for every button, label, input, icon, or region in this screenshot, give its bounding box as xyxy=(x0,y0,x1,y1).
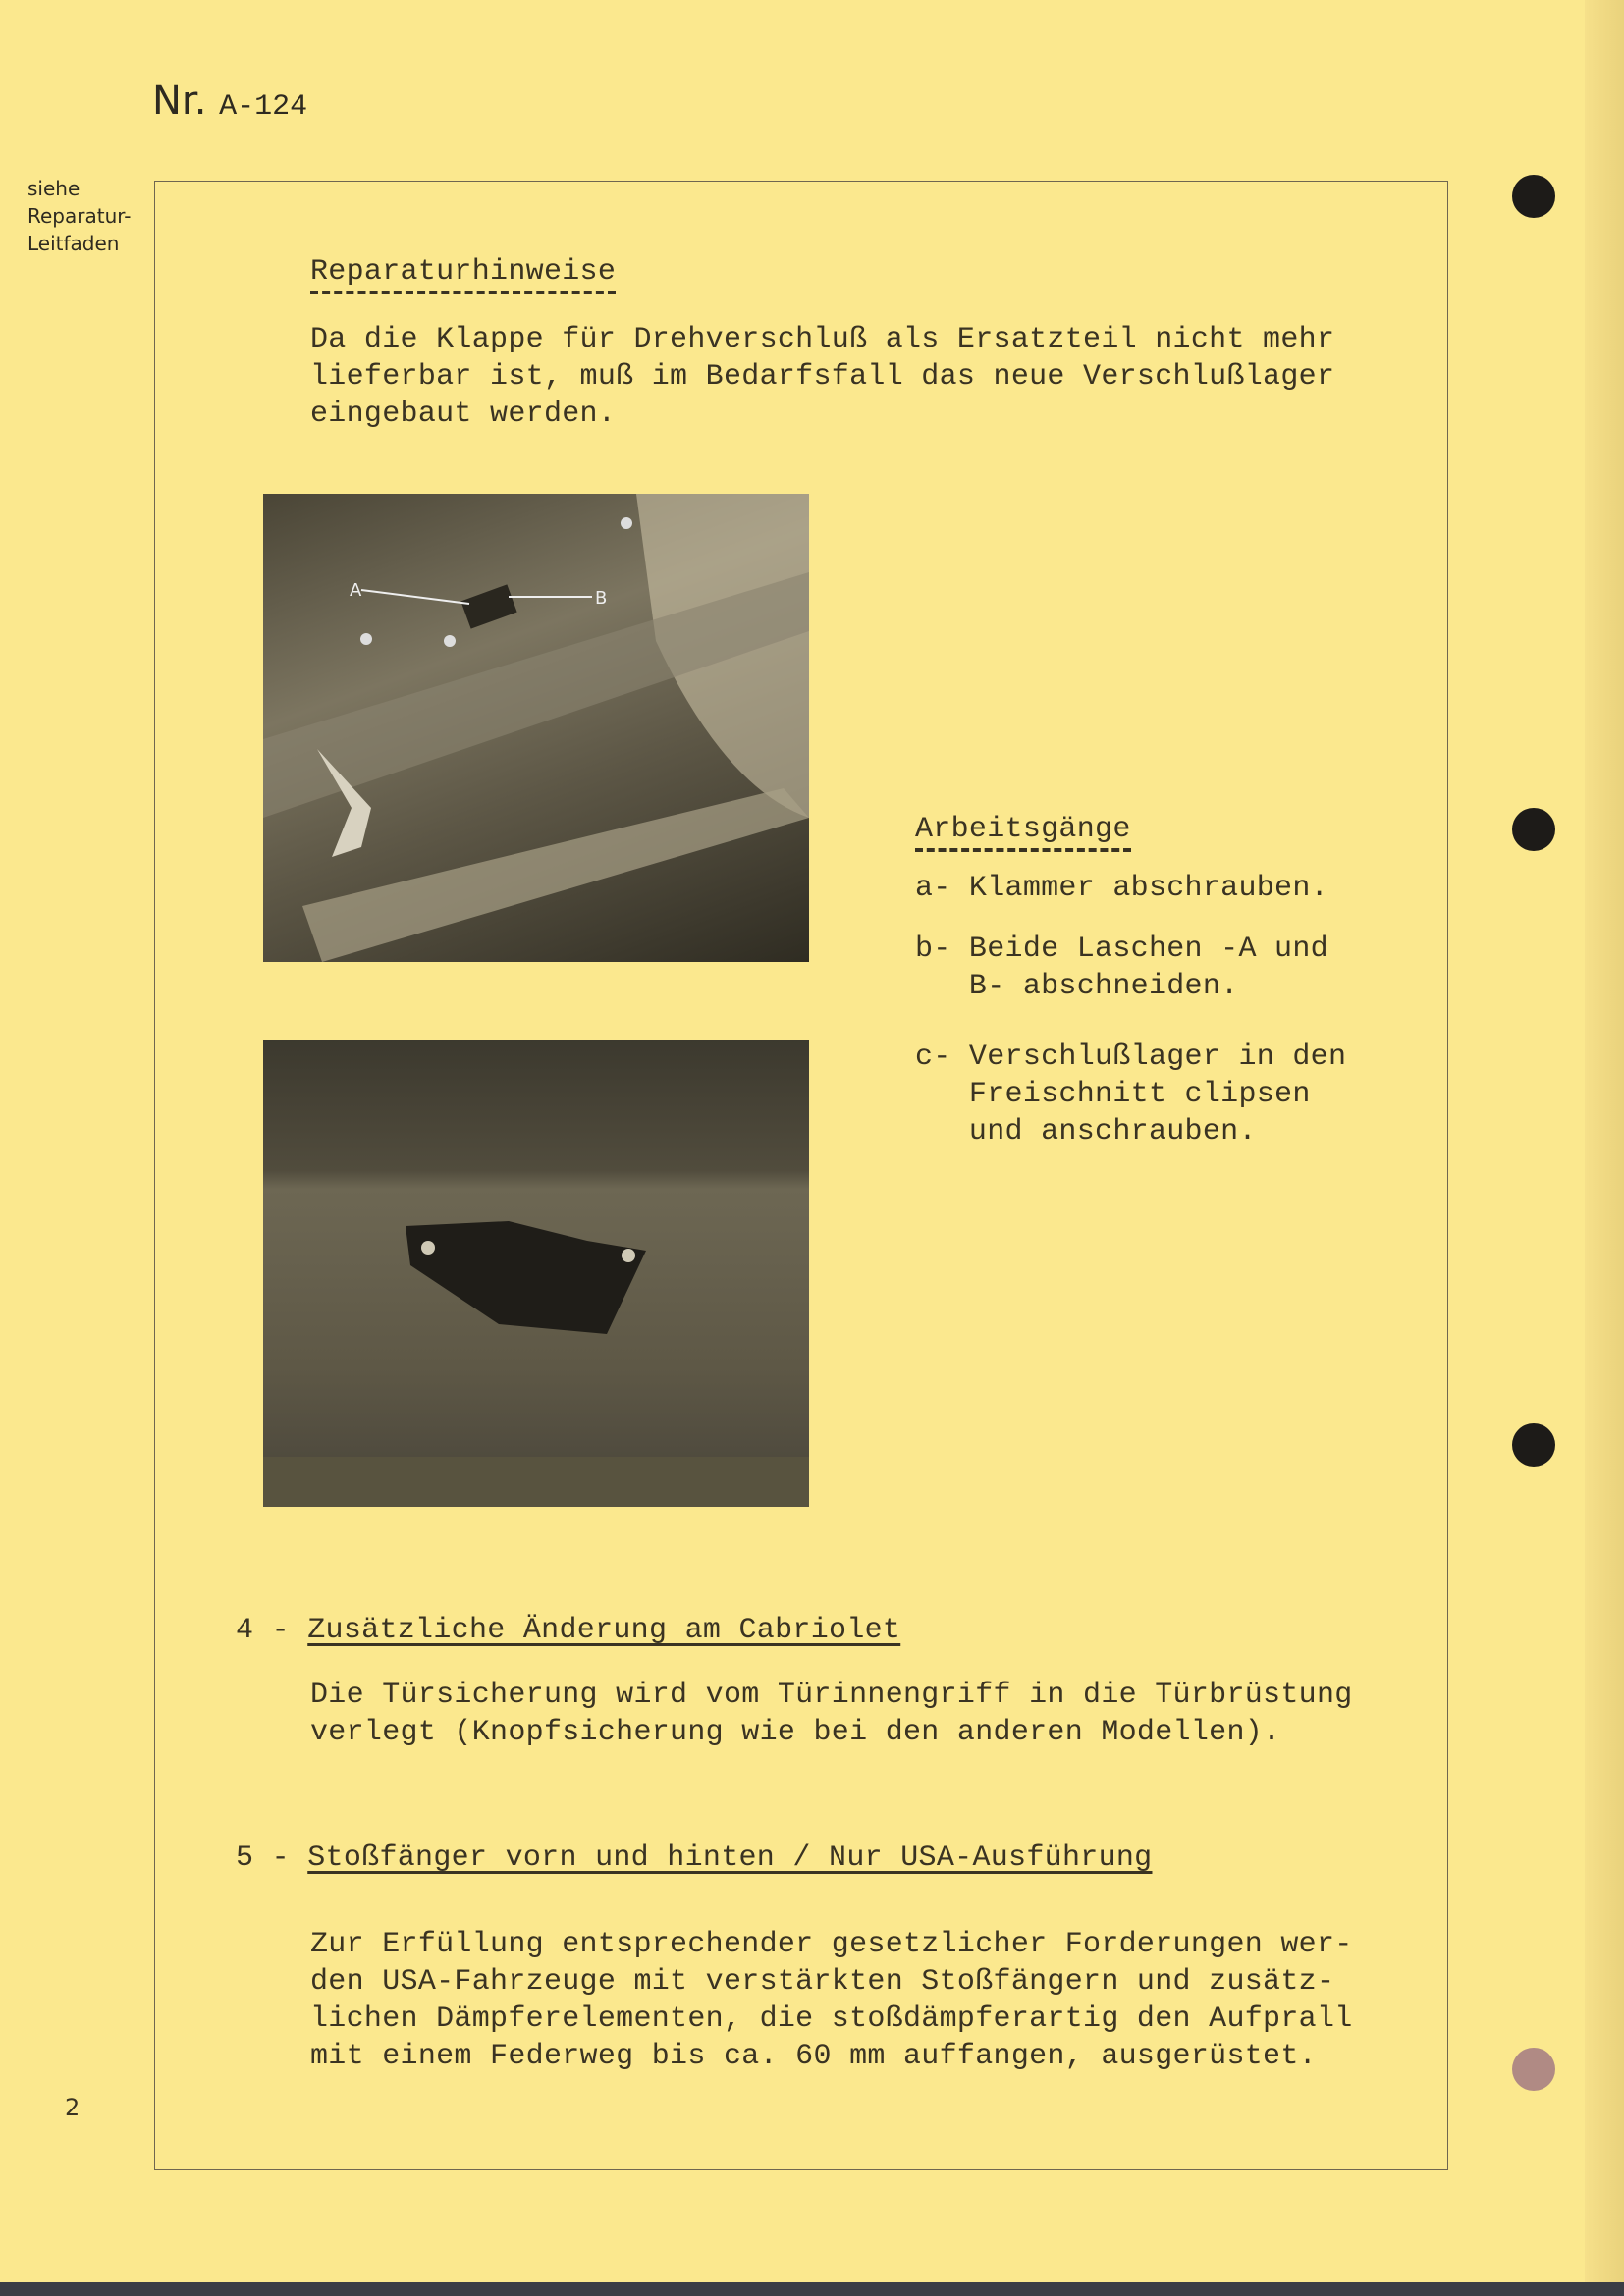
text-line: c- Verschlußlager in den xyxy=(915,1041,1347,1074)
section-number: 4 - xyxy=(236,1614,290,1647)
side-note xyxy=(27,175,131,257)
text-line: Da die Klappe für Drehverschluß als Ersatzteil nicht mehr xyxy=(310,323,1335,356)
doc-number: A-124 xyxy=(219,90,308,124)
photo-illustration xyxy=(263,494,809,962)
steps-heading: Arbeitsgänge xyxy=(915,813,1131,852)
text-line: und anschrauben. xyxy=(915,1115,1257,1148)
side-note-line: siehe xyxy=(27,177,81,200)
text-line: lichen Dämpferelementen, die stoßdämpferartig den Aufprall xyxy=(310,2002,1353,2036)
text-line: den USA-Fahrzeuge mit verstärkten Stoßfängern und zusätz- xyxy=(310,1965,1335,1999)
scan-bottom-edge xyxy=(0,2282,1624,2296)
repair-text xyxy=(310,321,1334,433)
text-line: Freischnitt clipsen xyxy=(915,1078,1311,1111)
text-line: verlegt (Knopfsicherung wie bei den anderen Modellen). xyxy=(310,1716,1281,1749)
text-line: b- Beide Laschen -A und xyxy=(915,933,1328,966)
punch-hole xyxy=(1512,175,1555,218)
section4-text xyxy=(310,1677,1353,1751)
text-line: lieferbar ist, muß im Bedarfsfall das neue Verschlußlager xyxy=(310,360,1335,394)
text-line: mit einem Federweg bis ca. 60 mm auffangen, ausgerüstet. xyxy=(310,2040,1317,2073)
section-title: Zusätzliche Änderung am Cabriolet xyxy=(307,1614,901,1647)
punch-hole xyxy=(1512,808,1555,851)
text-line: Zur Erfüllung entsprechender gesetzlicher Forderungen wer- xyxy=(310,1928,1353,1961)
step-b xyxy=(915,931,1328,1005)
side-note-line: Leitfaden xyxy=(27,232,120,255)
side-note-line: Reparatur- xyxy=(27,204,132,228)
photo-illustration xyxy=(263,1040,809,1507)
step-a xyxy=(915,870,1328,907)
photo-new-latch xyxy=(263,1040,809,1507)
text-line: Die Türsicherung wird vom Türinnengriff in die Türbrüstung xyxy=(310,1679,1353,1712)
page-edge xyxy=(1585,0,1624,2296)
section-title: Stoßfänger vorn und hinten / Nur USA-Ausführung xyxy=(307,1842,1153,1875)
section5-text xyxy=(310,1926,1353,2075)
photo-glovebox-interior xyxy=(263,494,809,962)
photo-label-a: A xyxy=(350,580,362,601)
page-number: 2 xyxy=(65,2094,81,2121)
document-number xyxy=(152,79,307,124)
punch-hole xyxy=(1512,2048,1555,2091)
text-line: B- abschneiden. xyxy=(915,970,1239,1003)
step-c xyxy=(915,1039,1346,1150)
repair-heading: Reparaturhinweise xyxy=(310,255,616,294)
punch-hole xyxy=(1512,1423,1555,1467)
nr-label: Nr. xyxy=(152,79,207,124)
photo-label-b: B xyxy=(595,588,608,609)
text-line: eingebaut werden. xyxy=(310,398,617,431)
section-number: 5 - xyxy=(236,1842,290,1875)
text-line: a- Klammer abschrauben. xyxy=(915,872,1328,905)
